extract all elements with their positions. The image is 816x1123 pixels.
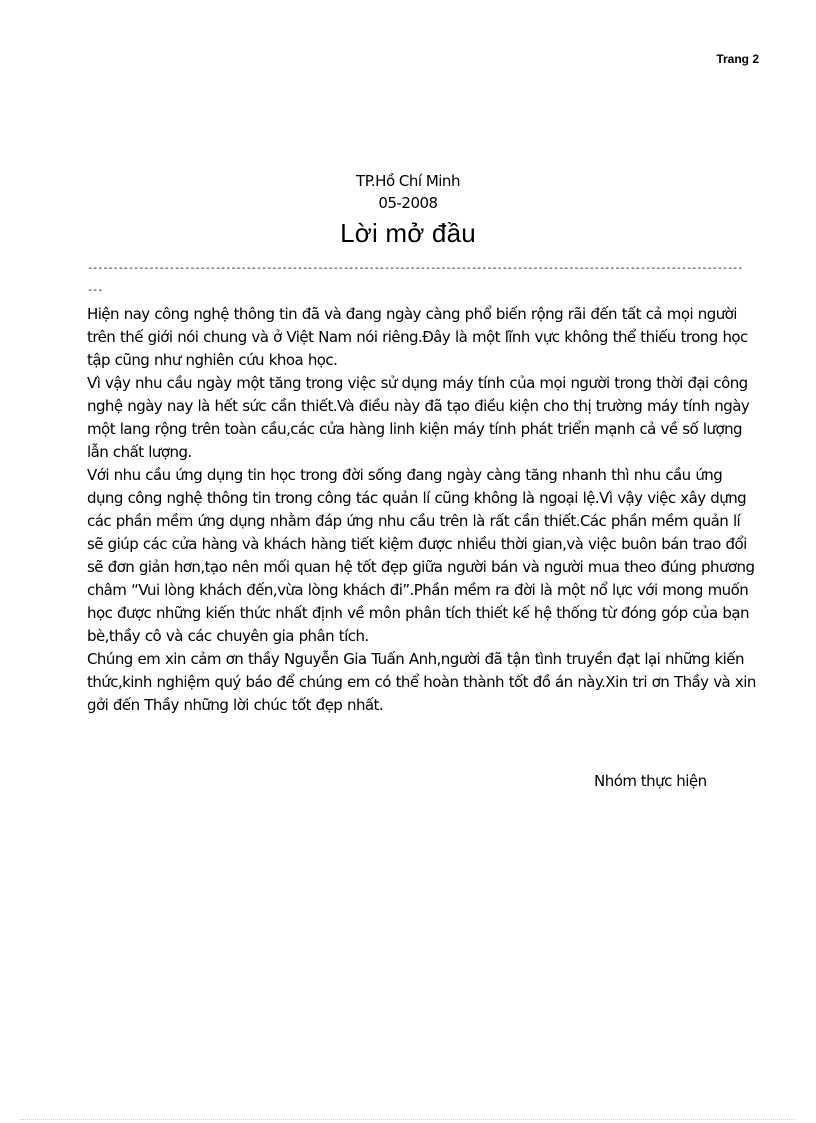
date-line: 05-2008 <box>378 194 438 212</box>
document-header <box>0 170 816 250</box>
page-number: Trang 2 <box>716 52 759 66</box>
page-bottom-border <box>20 1119 796 1120</box>
paragraph: Hiện nay công nghệ thông tin đã và đang ngày càng phổ biến rộng rãi đến tất cả mọi người trên thế giới nói chung và ở Việt Nam nói riêng.Đây là một lĩnh vực không thể thiếu trong học tập cũng như nghiên cứu khoa học. <box>87 305 748 369</box>
paragraph: Với nhu cầu ứng dụng tin học trong đời sống đang ngày càng tăng nhanh thì nhu cầu ứng dụng công nghệ thông tin trong công tác quản lí cũng không là ngoại lệ.Vì vậy việc xây dựng các phần mềm ứng dụng nhằm đáp ứng nhu cầu trên là rất cần thiết.Các phần mềm quản lí sẽ giúp các cửa hàng và khách hàng tiết kiệm được nhiều thời gian,và việc buôn bán trao đổi sẽ đơn giản hơn,tạo nên mối quan hệ tốt đẹp giữa người bán và người mua theo đúng phương châm “Vui lòng khách đến,vừa lòng khách đi”.Phần mềm ra đời là một nổ lực với mong muốn học được những kiến thức nhất định về môn phân tích thiết kế hệ thống từ đóng góp của bạn bè,thầy cô và các chuyên gia phân tích. <box>87 466 755 645</box>
dashed-divider: ----------------------------------------------------------------------------------------------------------------------------------- <box>87 263 743 296</box>
body-text <box>87 303 757 717</box>
page-title: Lời mở đầu <box>340 218 476 248</box>
place-line: TP.Hồ Chí Minh <box>356 172 460 190</box>
paragraph: Vì vậy nhu cầu ngày một tăng trong việc sử dụng máy tính của mọi người trong thời đại công nghệ ngày nay là hết sức cần thiết.Và điều này đã tạo điều kiện cho thị trường máy tính ngày một lang rộng trên toàn cầu,các cửa hàng linh kiện máy tính phát triển mạnh cả về số lượng lẫn chất lượng. <box>87 374 750 461</box>
paragraph: Chúng em xin cảm ơn thầy Nguyễn Gia Tuấn Anh,người đã tận tình truyền đạt lại những kiến thức,kinh nghiệm quý báo để chúng em có thể hoàn thành tốt đồ án này.Xin tri ơn Thầy và xin gởi đến Thầy những lời chúc tốt đẹp nhất. <box>87 650 756 714</box>
signature: Nhóm thực hiện <box>594 772 707 790</box>
